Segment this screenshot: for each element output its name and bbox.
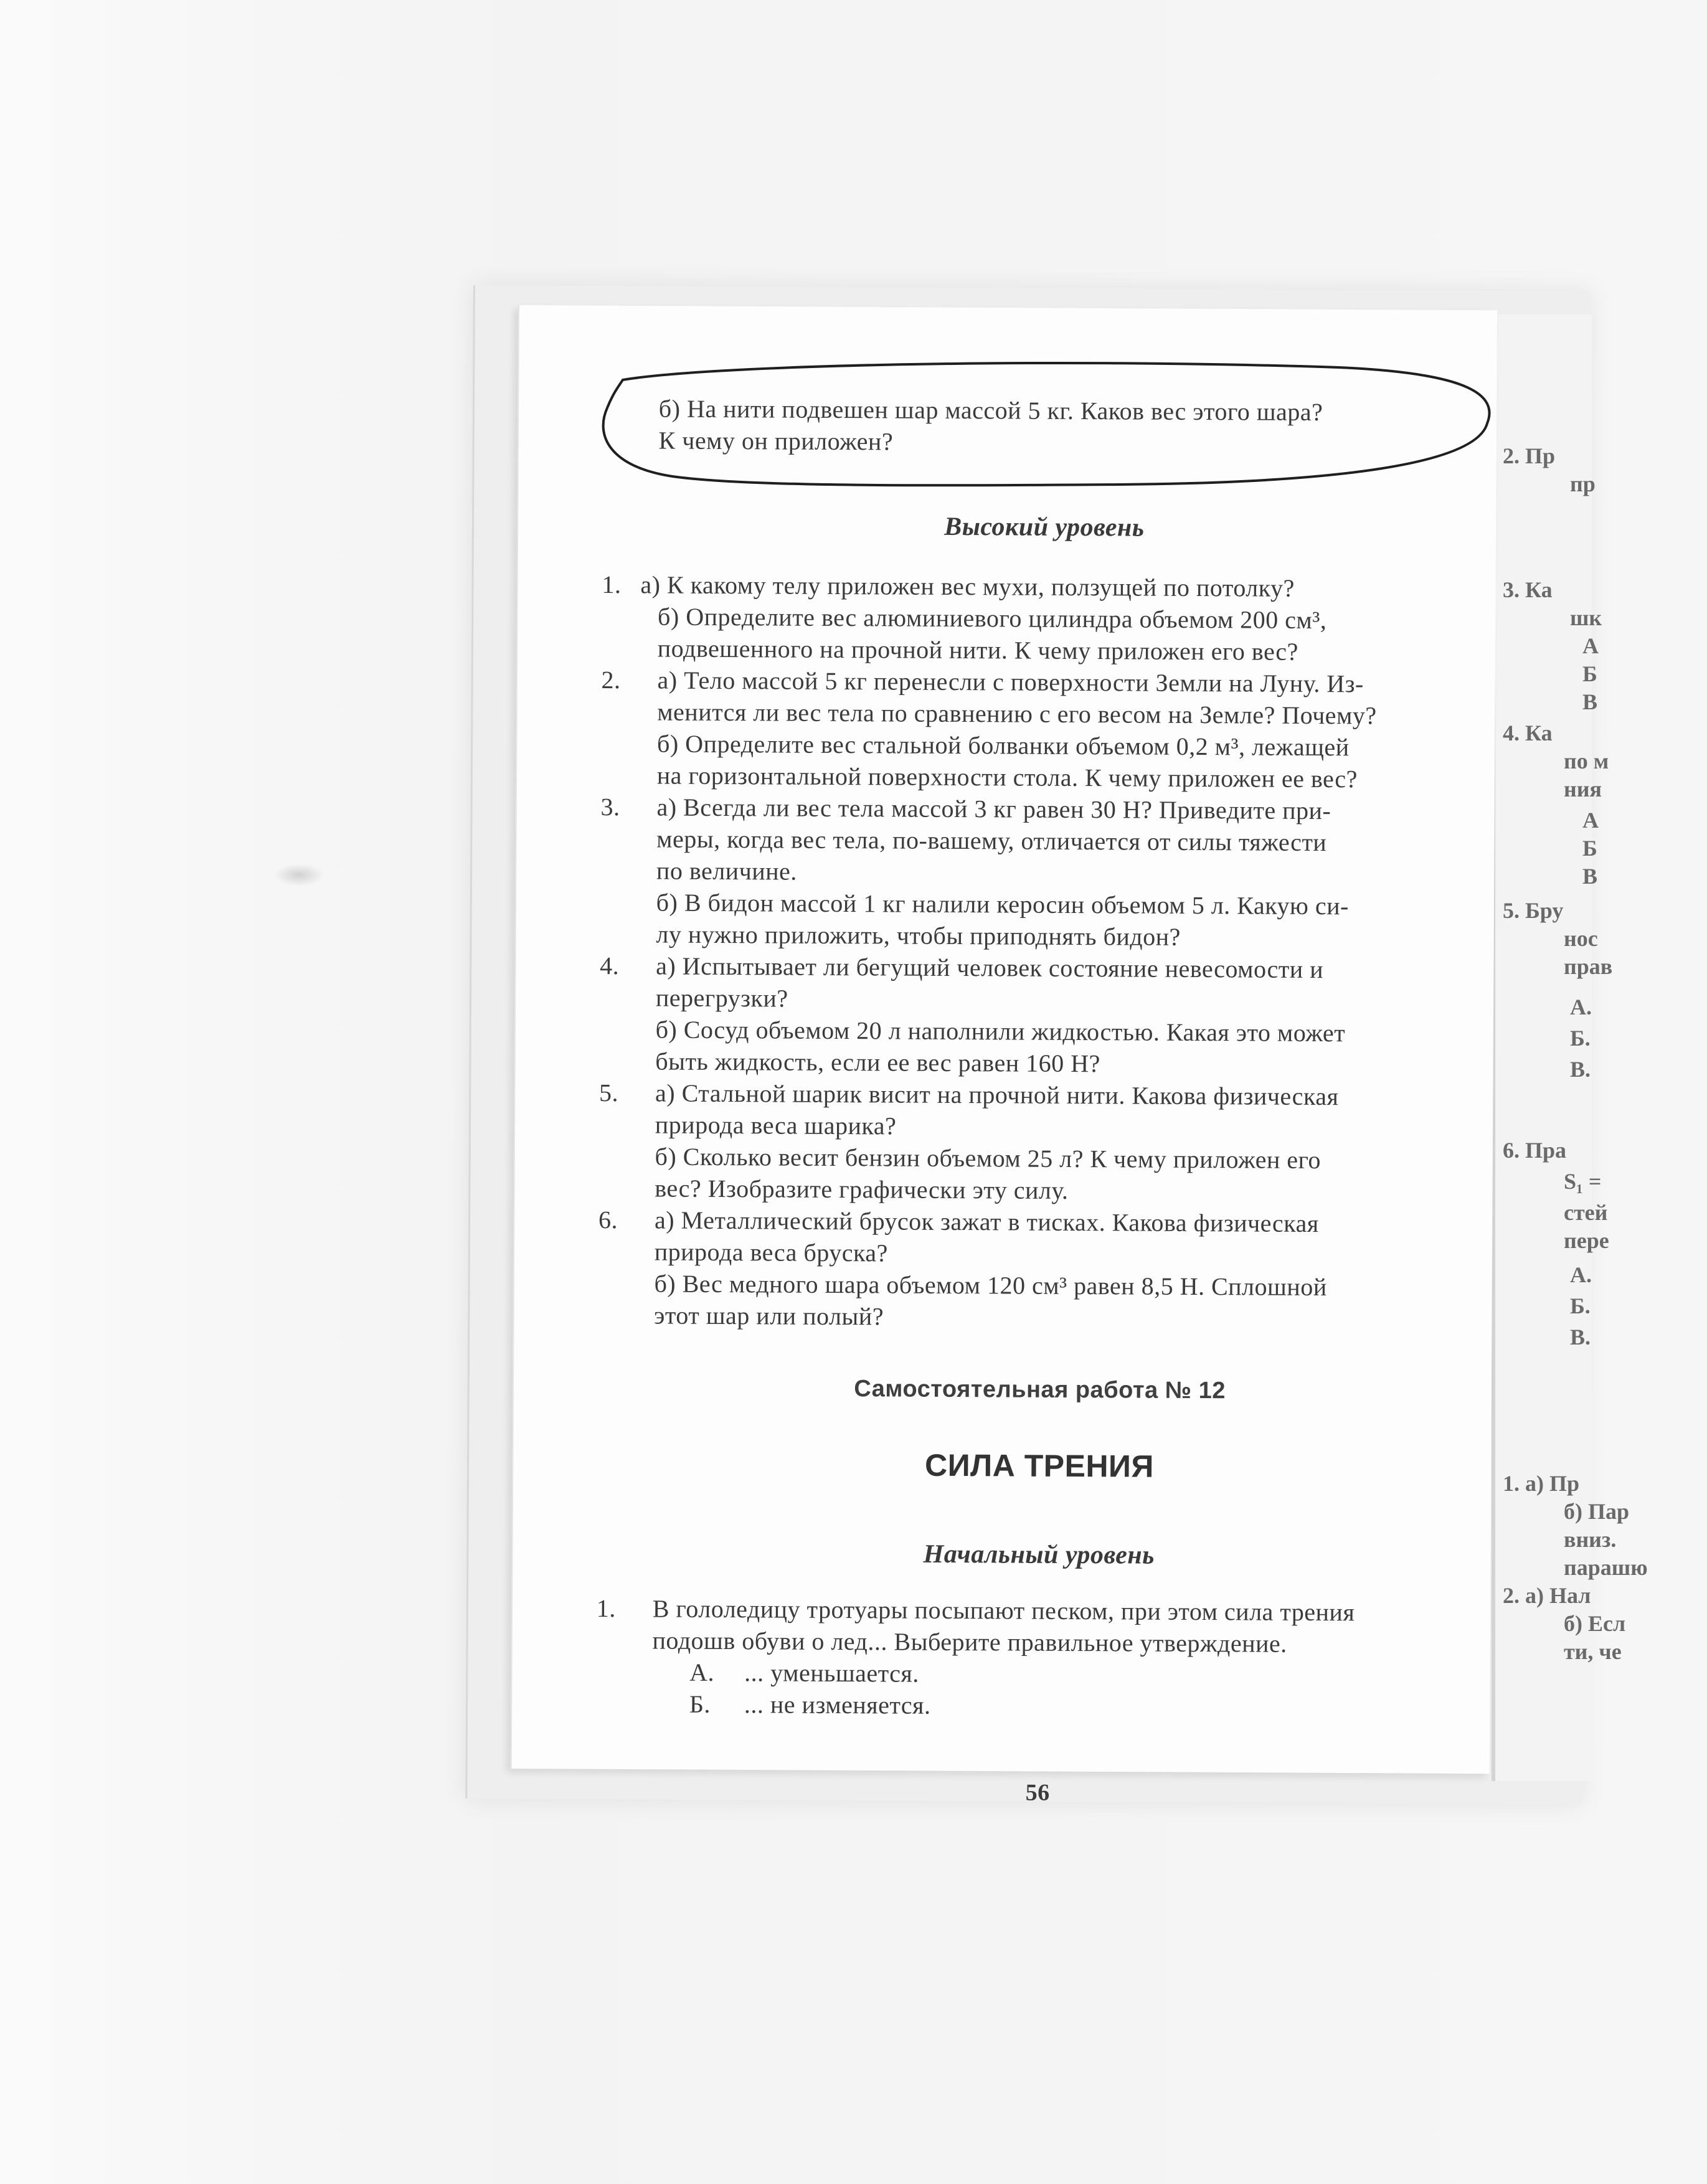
right-fragment: парашю bbox=[1564, 1555, 1648, 1580]
right-fragment: 3. Ка bbox=[1503, 577, 1553, 602]
item-number: 1. bbox=[602, 570, 622, 599]
item-line: вес? Изобразите графически эту силу. bbox=[655, 1174, 1069, 1204]
item-line: меры, когда вес тела, по-вашему, отличается от силы тяжести bbox=[656, 825, 1327, 857]
item-line: б) Определите вес алюминиевого цилиндра объемом 200 см³, bbox=[657, 602, 1327, 635]
item-line: б) Сосуд объемом 20 л наполнили жидкостью. Какая это может bbox=[655, 1015, 1346, 1047]
right-fragment: S₁ = bbox=[1564, 1169, 1602, 1194]
item-line: по величине. bbox=[656, 856, 797, 886]
right-fragment: ти, че bbox=[1564, 1639, 1622, 1664]
right-fragment: А. bbox=[1570, 1262, 1592, 1287]
right-fragment: В. bbox=[1570, 1057, 1591, 1082]
top-item-line: К чему он приложен? bbox=[658, 426, 894, 456]
item-line: а) Испытывает ли бегущий человек состояние невесомости и bbox=[656, 952, 1324, 984]
right-fragment: прав bbox=[1564, 954, 1613, 979]
right-fragment: по м bbox=[1564, 749, 1609, 773]
right-fragment: А bbox=[1582, 633, 1599, 658]
topic-title: СИЛА ТРЕНИЯ bbox=[924, 1447, 1155, 1484]
right-fragment: Б bbox=[1582, 836, 1597, 861]
item-line: а) Тело массой 5 кг перенесли с поверхности Земли на Луну. Из- bbox=[657, 666, 1364, 698]
item-line: менится ли вес тела по сравнению с его весом на Земле? Почему? bbox=[657, 697, 1377, 730]
right-fragment: б) Пар bbox=[1564, 1499, 1630, 1524]
right-fragment: В bbox=[1582, 689, 1598, 714]
item-line: а) Всегда ли вес тела массой 3 кг равен 30 Н? Приведите при- bbox=[656, 793, 1331, 825]
item-line: быть жидкость, если ее вес равен 160 Н? bbox=[655, 1047, 1100, 1078]
item-number: 4. bbox=[600, 951, 620, 980]
item-line: лу нужно приложить, чтобы приподнять бидон? bbox=[656, 920, 1181, 951]
right-fragment: 4. Ка bbox=[1503, 721, 1553, 745]
top-item-line: б) На нити подвешен шар массой 5 кг. Каков вес этого шара? bbox=[658, 394, 1323, 427]
item-line: природа веса бруска? bbox=[654, 1237, 888, 1267]
item-number: 6. bbox=[598, 1205, 618, 1234]
item-line: а) Металлический брусок зажат в тисках. Какова физическая bbox=[654, 1206, 1319, 1238]
work-title: Самостоятельная работа № 12 bbox=[854, 1376, 1226, 1404]
right-fragment: пр bbox=[1570, 471, 1596, 496]
item-line: б) Вес медного шара объемом 120 см³ равен 8,5 Н. Сплошной bbox=[654, 1269, 1327, 1302]
right-fragment: шк bbox=[1570, 605, 1602, 630]
right-fragment: 2. Пр bbox=[1503, 443, 1556, 468]
item-line: В гололедицу тротуары посыпают песком, при этом сила трения bbox=[652, 1594, 1355, 1627]
option-text: ... уменьшается. bbox=[744, 1658, 919, 1688]
right-fragment: 2. а) Нал bbox=[1503, 1583, 1591, 1608]
right-fragment: ния bbox=[1564, 777, 1602, 801]
right-fragment: 1. а) Пр bbox=[1503, 1471, 1580, 1496]
right-fragment: А bbox=[1582, 808, 1599, 833]
page-number: 56 bbox=[1025, 1779, 1050, 1806]
right-fragment: 6. Пра bbox=[1503, 1138, 1567, 1163]
item-line: подошв обуви о лед... Выберите правильное утверждение. bbox=[652, 1626, 1287, 1658]
item-line: а) Стальной шарик висит на прочной нити. Какова физическая bbox=[655, 1079, 1339, 1111]
option-label: А. bbox=[689, 1658, 715, 1686]
item-line: природа веса шарика? bbox=[655, 1110, 897, 1140]
item-line: а) К какому телу приложен вес мухи, ползущей по потолку? bbox=[640, 570, 1295, 602]
right-fragment: Б bbox=[1582, 661, 1597, 686]
high-level-heading: Высокий уровень bbox=[944, 512, 1145, 542]
right-fragment: 5. Бру bbox=[1503, 898, 1564, 923]
item-line: б) В бидон массой 1 кг налили керосин объемом 5 л. Какую си- bbox=[656, 888, 1349, 920]
item-line: на горизонтальной поверхности стола. К чему приложен ее вес? bbox=[656, 761, 1358, 793]
item-number: 3. bbox=[600, 792, 620, 821]
item-line: б) Сколько весит бензин объемом 25 л? К чему приложен его bbox=[655, 1142, 1322, 1175]
right-fragment: стей bbox=[1564, 1200, 1608, 1225]
item-line: перегрузки? bbox=[655, 983, 788, 1013]
item-line: этот шар или полый? bbox=[654, 1301, 884, 1331]
item-line: б) Определите вес стальной болванки объемом 0,2 м³, лежащей bbox=[656, 729, 1350, 762]
right-fragment: вниз. bbox=[1564, 1527, 1617, 1552]
item-number: 2. bbox=[601, 665, 621, 694]
item-line: подвешенного на прочной нити. К чему приложен его вес? bbox=[657, 634, 1298, 666]
right-fragment: А. bbox=[1570, 995, 1592, 1019]
right-fragment: нос bbox=[1564, 926, 1598, 951]
right-fragment: б) Есл bbox=[1564, 1611, 1626, 1636]
right-fragment: пере bbox=[1564, 1228, 1609, 1253]
right-fragment: В. bbox=[1570, 1325, 1591, 1350]
right-fragment: Б. bbox=[1570, 1026, 1591, 1051]
item-number: 5. bbox=[598, 1078, 619, 1107]
right-fragment: В bbox=[1582, 864, 1598, 889]
option-text: ... не изменяется. bbox=[744, 1690, 931, 1719]
item-number: 1. bbox=[596, 1594, 616, 1623]
option-label: Б. bbox=[689, 1690, 711, 1718]
initial-level-heading: Начальный уровень bbox=[923, 1539, 1155, 1570]
right-fragment: Б. bbox=[1570, 1293, 1591, 1318]
